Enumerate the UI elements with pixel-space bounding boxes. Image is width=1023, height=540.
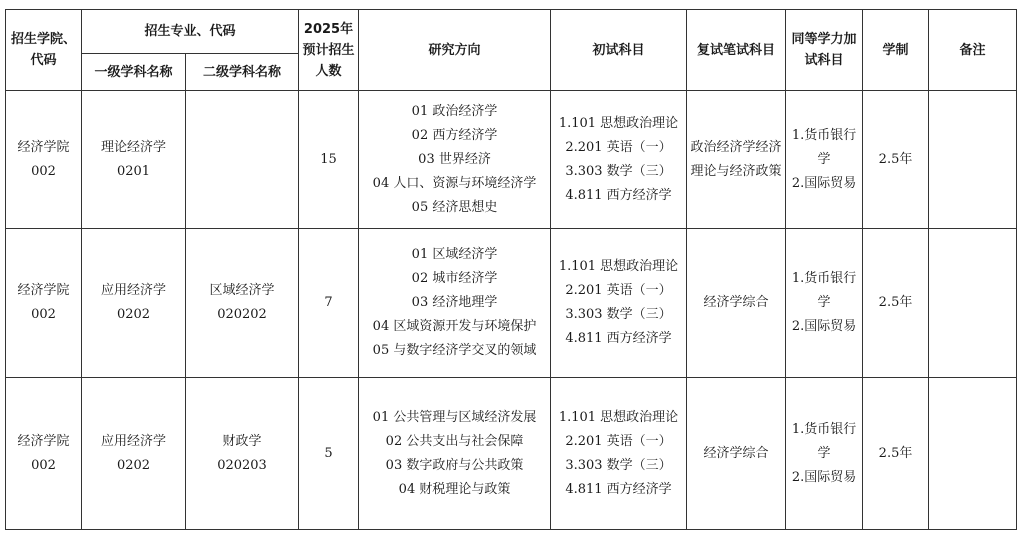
direction-cell — [359, 378, 551, 530]
first-level-code: 0202 — [116, 307, 151, 322]
direction-item: 01 区域经济学 — [411, 247, 498, 262]
direction-item: 03 世界经济 — [418, 151, 491, 167]
direction-item: 01 公共管理与区域经济发展 — [372, 409, 537, 425]
second-level-name: 财政学 — [222, 433, 262, 449]
header-major-group: 招生专业、代码 — [82, 10, 299, 54]
exam-item: 3.303 数学（三） — [565, 457, 672, 473]
exam-item: 3.303 数学（三） — [565, 307, 672, 322]
extra-item: 1.货币银行学 — [791, 127, 857, 167]
header-equivalent-extra: 同等学力加试科目 — [786, 10, 863, 91]
second-level-cell — [186, 91, 299, 229]
first-level-name: 应用经济学 — [100, 433, 166, 449]
direction-item: 05 与数字经济学交叉的领域 — [372, 343, 537, 358]
header-retest-written: 复试笔试科目 — [687, 10, 786, 91]
exam-item: 2.201 英语（一） — [565, 139, 672, 155]
direction-item: 04 区域资源开发与环境保护 — [372, 319, 537, 334]
enrollment-cell: 7 — [299, 229, 359, 378]
direction-item: 04 人口、资源与环境经济学 — [372, 175, 537, 191]
college-code: 002 — [31, 307, 56, 322]
duration-cell: 2.5年 — [863, 91, 929, 229]
initial-exam-cell — [551, 229, 687, 378]
header-initial-exam: 初试科目 — [551, 10, 687, 91]
direction-cell — [359, 229, 551, 378]
extra-item: 2.国际贸易 — [791, 175, 857, 191]
exam-item: 1.101 思想政治理论 — [558, 115, 679, 131]
duration-cell: 2.5年 — [863, 229, 929, 378]
retest-cell: 经济学综合 — [687, 229, 786, 378]
college-code: 002 — [31, 457, 56, 473]
exam-item: 2.201 英语（一） — [565, 433, 672, 449]
header-duration: 学制 — [863, 10, 929, 91]
duration-cell: 2.5年 — [863, 378, 929, 530]
exam-item: 3.303 数学（三） — [565, 163, 672, 179]
header-remarks: 备注 — [929, 10, 1017, 91]
direction-item: 04 财税理论与政策 — [398, 481, 511, 497]
header-first-level: 一级学科名称 — [82, 54, 186, 91]
exam-item: 2.201 英语（一） — [565, 283, 672, 298]
enrollment-cell: 15 — [299, 91, 359, 229]
direction-item: 02 西方经济学 — [411, 127, 498, 143]
exam-item: 4.811 西方经济学 — [565, 187, 672, 203]
direction-item: 02 城市经济学 — [411, 271, 498, 286]
first-level-cell — [82, 229, 186, 378]
extra-item: 2.国际贸易 — [791, 469, 857, 485]
remarks-cell — [929, 378, 1017, 530]
initial-exam-cell — [551, 378, 687, 530]
college-name: 经济学院 — [17, 433, 70, 449]
admissions-table — [5, 9, 1017, 530]
enrollment-cell: 5 — [299, 378, 359, 530]
second-level-code: 020202 — [217, 307, 267, 322]
header-college: 招生学院、代码 — [6, 10, 82, 91]
header-enrollment: 2025年预计招生人数 — [299, 10, 359, 91]
college-code: 002 — [31, 163, 56, 179]
college-cell — [6, 378, 82, 530]
direction-item: 05 经济思想史 — [411, 199, 498, 215]
first-level-code: 0202 — [116, 457, 151, 473]
college-name: 经济学院 — [17, 283, 70, 298]
remarks-cell — [929, 91, 1017, 229]
college-cell — [6, 91, 82, 229]
exam-item: 1.101 思想政治理论 — [558, 259, 679, 274]
extra-item: 2.国际贸易 — [791, 319, 857, 334]
direction-item: 03 数字政府与公共政策 — [385, 457, 524, 473]
direction-cell — [359, 91, 551, 229]
exam-item: 1.101 思想政治理论 — [558, 409, 679, 425]
table-row — [6, 229, 1017, 378]
college-name: 经济学院 — [17, 139, 70, 155]
first-level-name: 理论经济学 — [100, 139, 166, 155]
header-second-level: 二级学科名称 — [186, 54, 299, 91]
extra-exam-cell — [786, 91, 863, 229]
second-level-cell — [186, 229, 299, 378]
direction-item: 03 经济地理学 — [411, 295, 498, 310]
college-cell — [6, 229, 82, 378]
retest-cell: 政治经济学经济理论与经济政策 — [687, 91, 786, 229]
first-level-cell — [82, 378, 186, 530]
second-level-name: 区域经济学 — [209, 283, 275, 298]
second-level-code: 020203 — [217, 457, 267, 473]
remarks-cell — [929, 229, 1017, 378]
first-level-code: 0201 — [116, 163, 151, 179]
table-row — [6, 91, 1017, 229]
initial-exam-cell — [551, 91, 687, 229]
extra-exam-cell — [786, 378, 863, 530]
extra-item: 1.货币银行学 — [791, 271, 857, 310]
retest-cell: 经济学综合 — [687, 378, 786, 530]
extra-item: 1.货币银行学 — [791, 421, 857, 461]
first-level-name: 应用经济学 — [100, 283, 166, 298]
header-row — [6, 10, 1017, 54]
exam-item: 4.811 西方经济学 — [565, 481, 672, 497]
second-level-cell — [186, 378, 299, 530]
extra-exam-cell — [786, 229, 863, 378]
header-direction: 研究方向 — [359, 10, 551, 91]
first-level-cell — [82, 91, 186, 229]
table-row — [6, 378, 1017, 530]
exam-item: 4.811 西方经济学 — [565, 331, 672, 346]
direction-item: 01 政治经济学 — [411, 103, 498, 119]
direction-item: 02 公共支出与社会保障 — [385, 433, 524, 449]
